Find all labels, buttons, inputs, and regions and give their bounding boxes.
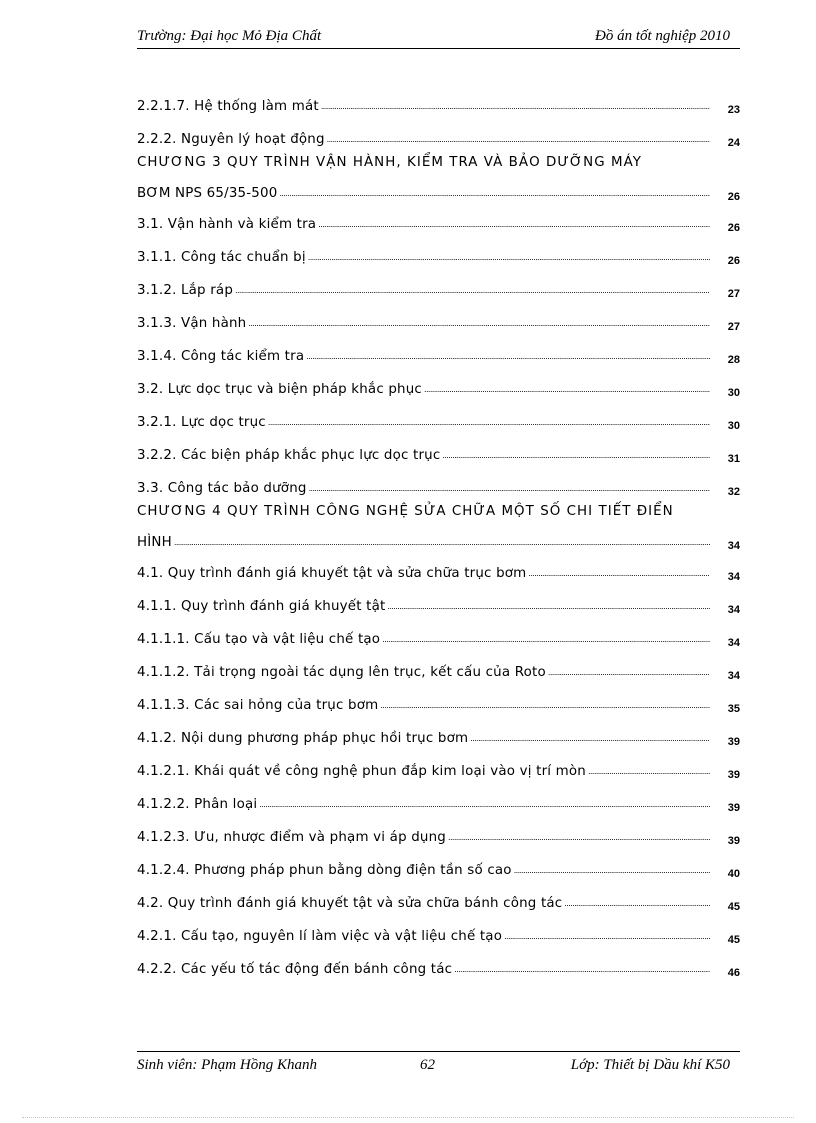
toc-leader bbox=[448, 834, 710, 842]
toc-title: 3.1.2. Lắp ráp bbox=[137, 282, 234, 298]
toc-entry[interactable] bbox=[137, 211, 740, 234]
toc-page: 32 bbox=[727, 486, 740, 498]
toc-page: 28 bbox=[727, 354, 740, 366]
footer-page-number: 62 bbox=[420, 1057, 435, 1073]
toc-page: 39 bbox=[727, 769, 740, 781]
toc-page: 27 bbox=[727, 288, 740, 300]
toc-page: 34 bbox=[727, 540, 740, 552]
toc-title: 3.3. Công tác bảo dưỡng bbox=[137, 480, 307, 496]
toc-title: 3.2.2. Các biện pháp khắc phục lực dọc trục bbox=[137, 447, 441, 463]
toc-title-line1: CHƯƠNG 3 QUY TRÌNH VẬN HÀNH, KIỂM TRA VÀ BẢO DƯỠNG MÁY bbox=[137, 155, 642, 170]
toc-leader bbox=[235, 287, 710, 295]
toc-leader bbox=[564, 900, 710, 908]
toc-leader bbox=[548, 669, 710, 677]
toc-entry[interactable] bbox=[137, 442, 740, 465]
toc-page: 30 bbox=[727, 420, 740, 432]
toc-page: 24 bbox=[727, 137, 740, 149]
toc-entry[interactable] bbox=[137, 277, 740, 300]
toc-page: 30 bbox=[727, 387, 740, 399]
toc-page: 23 bbox=[727, 104, 740, 116]
toc-leader bbox=[318, 221, 710, 229]
toc-title: 3.1. Vận hành và kiểm tra bbox=[137, 216, 317, 232]
header-project: Đồ án tốt nghiệp 2010 bbox=[595, 28, 730, 44]
toc-entry[interactable] bbox=[137, 659, 740, 682]
toc-entry-chapter[interactable] bbox=[137, 504, 740, 552]
table-of-contents bbox=[137, 93, 740, 979]
page-header bbox=[137, 26, 740, 49]
toc-leader bbox=[321, 103, 710, 111]
toc-entry[interactable] bbox=[137, 857, 740, 880]
toc-entry[interactable] bbox=[137, 376, 740, 399]
toc-entry[interactable] bbox=[137, 409, 740, 432]
toc-entry[interactable] bbox=[137, 475, 740, 498]
toc-page: 34 bbox=[727, 604, 740, 616]
toc-page: 31 bbox=[727, 453, 740, 465]
toc-page: 34 bbox=[727, 571, 740, 583]
toc-page: 40 bbox=[727, 868, 740, 880]
toc-leader bbox=[279, 190, 710, 198]
toc-title: 4.1.1.1. Cấu tạo và vật liệu chế tạo bbox=[137, 631, 381, 647]
toc-page: 46 bbox=[727, 967, 740, 979]
page-break-divider bbox=[22, 1117, 794, 1118]
toc-leader bbox=[528, 570, 710, 578]
toc-leader bbox=[424, 386, 710, 394]
toc-title: 4.2.2. Các yếu tố tác động đến bánh công tác bbox=[137, 961, 453, 977]
toc-title: 4.1. Quy trình đánh giá khuyết tật và sửa chữa trục bơm bbox=[137, 565, 527, 581]
toc-entry[interactable] bbox=[137, 824, 740, 847]
toc-title: 2.2.2. Nguyên lý hoạt động bbox=[137, 131, 325, 147]
toc-leader bbox=[504, 933, 710, 941]
toc-page: 39 bbox=[727, 736, 740, 748]
toc-title: 4.1.1.3. Các sai hỏng của trục bơm bbox=[137, 697, 379, 713]
toc-page: 45 bbox=[727, 934, 740, 946]
toc-page: 39 bbox=[727, 835, 740, 847]
toc-leader bbox=[514, 867, 710, 875]
toc-entry[interactable] bbox=[137, 593, 740, 616]
toc-title: 4.1.1.2. Tải trọng ngoài tác dụng lên trục, kết cấu của Roto bbox=[137, 664, 546, 680]
toc-leader bbox=[454, 966, 710, 974]
toc-leader bbox=[442, 452, 710, 460]
toc-entry[interactable] bbox=[137, 725, 740, 748]
footer-class: Lớp: Thiết bị Dầu khí K50 bbox=[570, 1057, 730, 1073]
toc-page: 26 bbox=[727, 255, 740, 267]
toc-title: 4.1.2.3. Ưu, nhược điểm và phạm vi áp dụng bbox=[137, 829, 446, 845]
toc-page: 26 bbox=[727, 222, 740, 234]
toc-entry[interactable] bbox=[137, 923, 740, 946]
toc-title: 3.2. Lực dọc trục và biện pháp khắc phục bbox=[137, 381, 422, 397]
toc-entry[interactable] bbox=[137, 791, 740, 814]
toc-leader bbox=[309, 485, 710, 493]
toc-leader bbox=[248, 320, 710, 328]
toc-leader bbox=[588, 768, 710, 776]
toc-title: 4.1.1. Quy trình đánh giá khuyết tật bbox=[137, 598, 386, 614]
toc-entry[interactable] bbox=[137, 560, 740, 583]
toc-title: 4.1.2.1. Khái quát về công nghệ phun đắp kim loại vào vị trí mòn bbox=[137, 763, 586, 779]
header-school: Trường: Đại học Mỏ Địa Chất bbox=[137, 28, 322, 44]
toc-leader bbox=[174, 539, 710, 547]
toc-title: 4.1.2.2. Phân loại bbox=[137, 796, 258, 812]
toc-title: 3.1.3. Vận hành bbox=[137, 315, 247, 331]
toc-title: 4.2.1. Cấu tạo, nguyên lí làm việc và vật liệu chế tạo bbox=[137, 928, 503, 944]
footer-student: Sinh viên: Phạm Hồng Khanh bbox=[137, 1057, 317, 1073]
toc-entry[interactable] bbox=[137, 93, 740, 116]
toc-page: 35 bbox=[727, 703, 740, 715]
toc-leader bbox=[308, 254, 710, 262]
toc-leader bbox=[259, 801, 710, 809]
toc-entry[interactable] bbox=[137, 126, 740, 149]
toc-page: 26 bbox=[727, 191, 740, 203]
toc-title: 4.2. Quy trình đánh giá khuyết tật và sửa chữa bánh công tác bbox=[137, 895, 563, 911]
toc-title: 4.1.2.4. Phương pháp phun bằng dòng điện tần số cao bbox=[137, 862, 512, 878]
toc-page: 45 bbox=[727, 901, 740, 913]
toc-page: 34 bbox=[727, 637, 740, 649]
toc-page: 34 bbox=[727, 670, 740, 682]
page-footer bbox=[137, 1051, 740, 1076]
toc-entry[interactable] bbox=[137, 956, 740, 979]
toc-entry-chapter[interactable] bbox=[137, 155, 740, 203]
toc-page: 39 bbox=[727, 802, 740, 814]
toc-entry[interactable] bbox=[137, 758, 740, 781]
toc-title: 2.2.1.7. Hệ thống làm mát bbox=[137, 98, 319, 114]
toc-entry[interactable] bbox=[137, 244, 740, 267]
toc-title: HÌNH bbox=[137, 534, 172, 550]
toc-title: 3.1.4. Công tác kiểm tra bbox=[137, 348, 305, 364]
toc-entry[interactable] bbox=[137, 626, 740, 649]
toc-leader bbox=[382, 636, 710, 644]
toc-leader bbox=[387, 603, 710, 611]
toc-leader bbox=[470, 735, 710, 743]
toc-title: 3.2.1. Lực dọc trục bbox=[137, 414, 266, 430]
toc-page: 27 bbox=[727, 321, 740, 333]
toc-title: 3.1.1. Công tác chuẩn bị bbox=[137, 249, 306, 265]
toc-entry[interactable] bbox=[137, 692, 740, 715]
toc-entry[interactable] bbox=[137, 310, 740, 333]
toc-title: BƠM NPS 65/35-500 bbox=[137, 185, 278, 201]
toc-entry[interactable] bbox=[137, 890, 740, 913]
toc-leader bbox=[306, 353, 710, 361]
toc-leader bbox=[380, 702, 710, 710]
toc-leader bbox=[327, 136, 710, 144]
toc-title: 4.1.2. Nội dung phương pháp phục hồi trục bơm bbox=[137, 730, 469, 746]
toc-leader bbox=[268, 419, 710, 427]
toc-entry[interactable] bbox=[137, 343, 740, 366]
toc-title-line1: CHƯƠNG 4 QUY TRÌNH CÔNG NGHỆ SỬA CHỮA MỘT SỐ CHI TIẾT ĐIỂN bbox=[137, 504, 674, 519]
